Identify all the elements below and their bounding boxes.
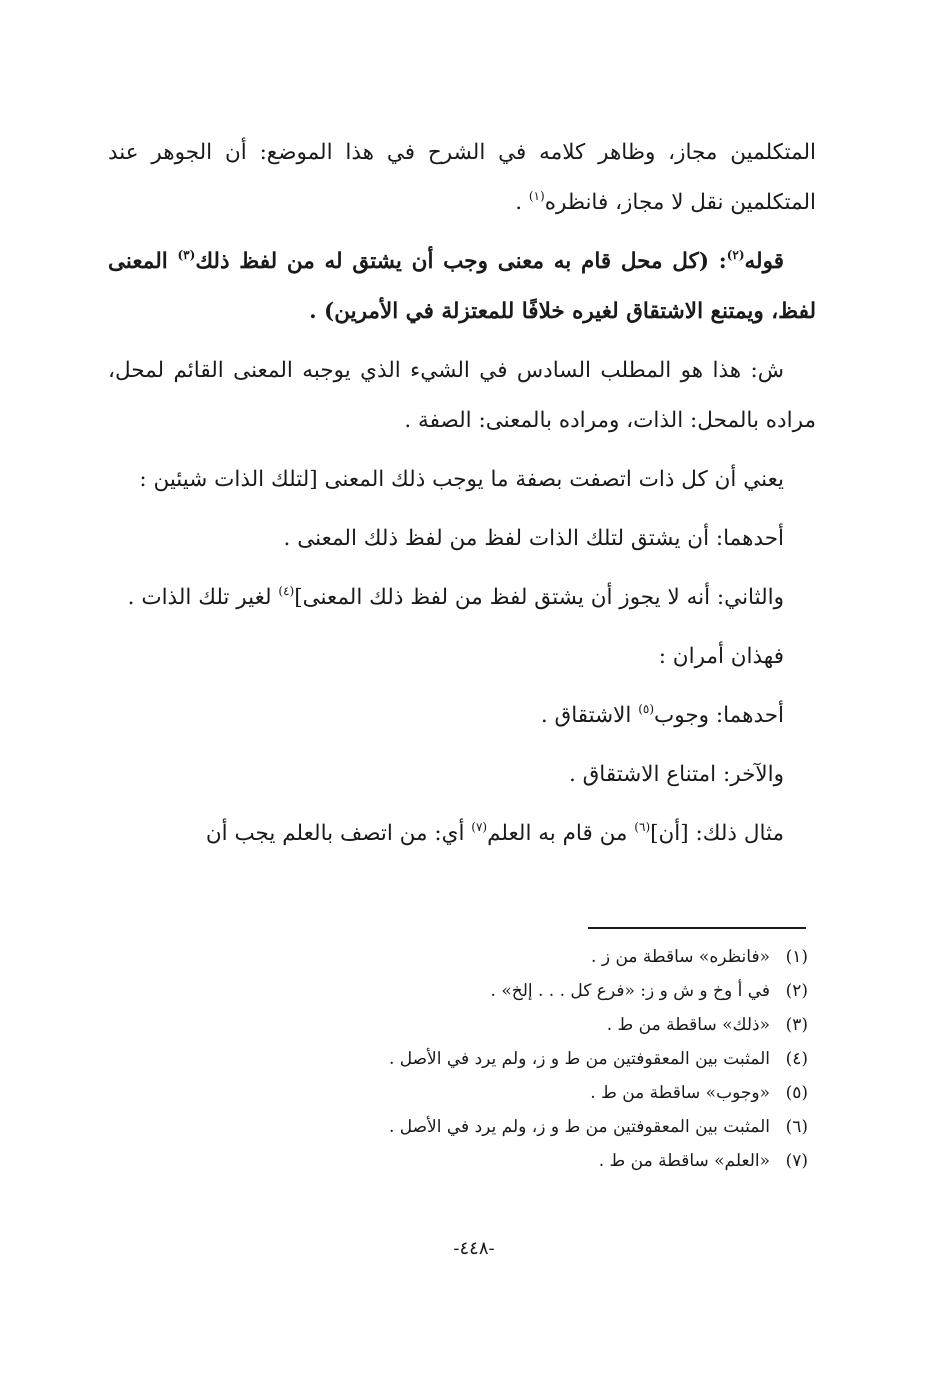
paragraph: المتكلمين مجاز، وظاهر كلامه في الشرح في هذا الموضع: أن الجوهر عند المتكلمين نقل لا مجاز، فانظره$^{(١)}$ . [108, 140, 816, 215]
footnote-item [150, 940, 808, 974]
footnote-text: المثبت بين المعقوفتين من ط و ز، ولم يرد في الأصل . [388, 1117, 770, 1137]
footnote-item [150, 974, 808, 1008]
footnote-item [150, 1110, 808, 1144]
footnote-item [150, 1076, 808, 1110]
paragraph: والثاني: أنه لا يجوز أن يشتق لفظ من لفظ ذلك المعنى]$^{(٤)}$ لغير تلك الذات . [127, 584, 784, 610]
footnote-ref[interactable]: (٤) [278, 584, 295, 598]
footnote-item [150, 1008, 808, 1042]
footnote-ref[interactable]: (١) [528, 189, 545, 203]
footnote-text: «وجوب» ساقطة من ط . [590, 1083, 770, 1103]
footnote-number: (٦) [785, 1117, 808, 1137]
footnote-ref[interactable]: (٢) [726, 248, 745, 262]
footnote-number: (٤) [785, 1049, 808, 1069]
footnote-ref[interactable]: (٦) [634, 820, 651, 834]
footnotes [150, 940, 808, 1178]
paragraph: أحدهما: أن يشتق لتلك الذات لفظ من لفظ ذلك المعنى . [283, 526, 784, 551]
paragraph-quote: قوله$^{(٢)}$: (كل محل قام به معنى وجب أن يشتق له من لفظ ذلك$^{(٣)}$ المعنى لفظ، ويمتنع الاشتقاق لغيره خلافًا للمعتزلة في الأمرين) . [108, 248, 816, 324]
footnote-ref[interactable]: (٥) [638, 702, 655, 716]
paragraph: ش: هذا هو المطلب السادس في الشيء الذي يوجبه المعنى القائم لمحل، مراده بالمحل: الذات، ومراده بالمعنى: الصفة . [108, 358, 816, 433]
paragraph: والآخر: امتناع الاشتقاق . [568, 762, 784, 787]
footnote-text: «فانظره» ساقطة من ز . [591, 947, 770, 967]
paragraph: فهذان أمران : [658, 644, 784, 669]
footnote-divider [588, 927, 806, 929]
footnote-ref[interactable]: (٣) [177, 248, 196, 262]
footnote-number: (٢) [785, 981, 808, 1001]
footnote-text: «ذلك» ساقطة من ط . [606, 1015, 770, 1035]
footnote-number: (٧) [785, 1151, 808, 1171]
footnote-number: (٣) [785, 1015, 808, 1035]
paragraph: مثال ذلك: [أن]$^{(٦)}$ من قام به العلم$^{(٧)}$ أي: من اتصف بالعلم يجب أن [205, 820, 784, 846]
main-text [108, 128, 816, 868]
paragraph: يعني أن كل ذات اتصفت بصفة ما يوجب ذلك المعنى [لتلك الذات شيئين : [139, 467, 784, 492]
footnote-number: (١) [785, 947, 808, 967]
footnote-number: (٥) [785, 1083, 808, 1103]
page-number: -٤٤٨- [453, 1238, 495, 1259]
footnote-item [150, 1042, 808, 1076]
footnote-text: في أ وخ و ش و ز: «فرع كل . . . إلخ» . [490, 981, 770, 1001]
footnote-text: «العلم» ساقطة من ط . [598, 1151, 770, 1171]
footnote-text: المثبت بين المعقوفتين من ط و ز، ولم يرد في الأصل . [388, 1049, 770, 1069]
footnote-item [150, 1144, 808, 1178]
footnote-ref[interactable]: (٧) [471, 820, 488, 834]
paragraph: أحدهما: وجوب$^{(٥)}$ الاشتقاق . [540, 702, 784, 728]
